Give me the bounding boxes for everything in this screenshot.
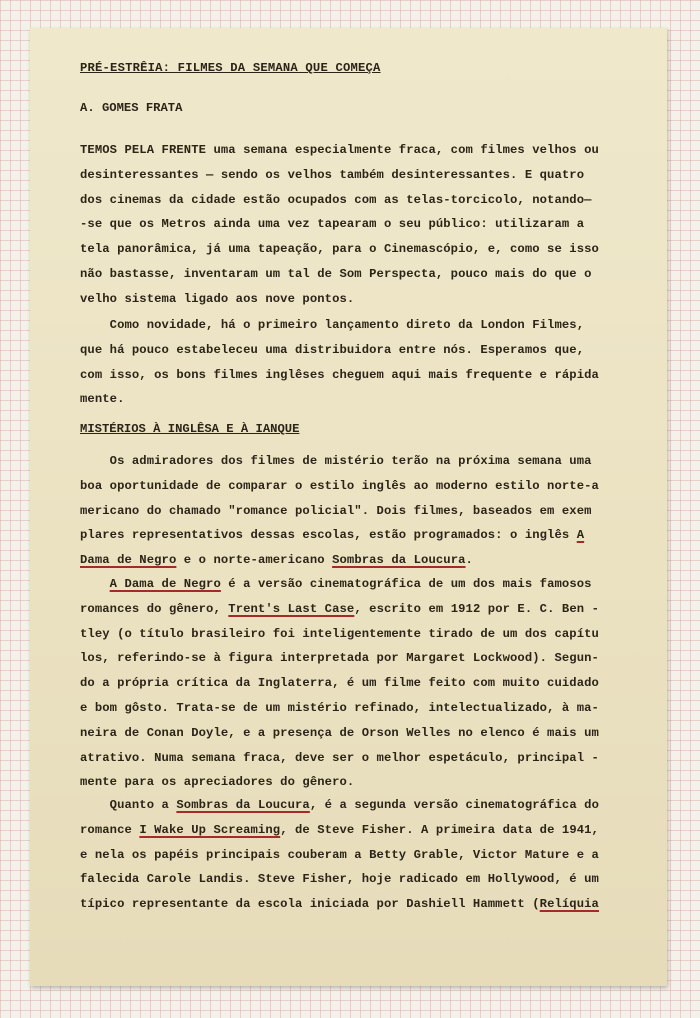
- paragraph-1: [80, 138, 625, 312]
- text-line: [80, 818, 625, 843]
- text-line: [80, 572, 625, 597]
- text-line: Como novidade, há o primeiro lançamento direto da London Filmes,: [80, 318, 585, 332]
- film-title-dama-de-negro: Dama de Negro: [80, 553, 177, 568]
- text-span: e o norte-americano: [176, 553, 333, 568]
- text-span: Quanto a: [80, 798, 177, 812]
- text-span: .: [465, 553, 473, 568]
- text-line: falecida Carole Landis. Steve Fisher, hoje radicado em Hollywood, é um: [80, 872, 599, 887]
- text-line: mericano do chamado "romance policial". Dois filmes, baseados em exem: [80, 503, 592, 518]
- book-title-reliquia: Relíquia: [539, 897, 599, 912]
- text-span: , escrito em 1912 por E. C. Ben -: [354, 601, 599, 616]
- text-span: , é a segunda versão cinematográfica do: [309, 798, 599, 812]
- text-line: tley (o título brasileiro foi inteligentemente tirado de um dos capítu: [80, 626, 599, 641]
- text-line: dos cinemas da cidade estão ocupados com as telas-torcicolo, notando—: [80, 192, 592, 207]
- book-title-i-wake-up-screaming: I Wake Up Screaming: [139, 822, 281, 837]
- book-title-trents-last-case: Trent's Last Case: [228, 601, 355, 616]
- text-span: romances do gênero,: [80, 601, 229, 616]
- text-span: romance: [80, 822, 140, 837]
- paragraph-2: [80, 313, 625, 412]
- film-title-dama-de-negro: A Dama de Negro: [109, 577, 221, 591]
- text-span: típico representante da escola iniciada por Dashiell Hammett (: [80, 897, 540, 912]
- text-line: atrativo. Numa semana fraca, deve ser o melhor espetáculo, principal -: [80, 750, 599, 765]
- page-heading: PRÉ-ESTRÊIA: FILMES DA SEMANA QUE COMEÇA: [80, 61, 381, 75]
- film-title-sombras-da-loucura: Sombras da Loucura: [332, 553, 466, 568]
- text-line: velho sistema ligado aos nove pontos.: [80, 291, 355, 306]
- text-span: [80, 577, 110, 591]
- film-title-sombras-da-loucura: Sombras da Loucura: [176, 798, 310, 812]
- text-line: boa oportunidade de comparar o estilo inglês ao moderno estilo norte-a: [80, 478, 599, 493]
- typewritten-page: [30, 28, 667, 986]
- film-title-dama-de-negro: A: [576, 528, 585, 543]
- text-span: , de Steve Fisher. A primeira data de 1941,: [280, 822, 599, 837]
- text-line: e bom gôsto. Trata-se de um mistério refinado, intelectualizado, à ma-: [80, 700, 599, 715]
- text-span: é a versão cinematográfica de um dos mais famosos: [220, 577, 592, 591]
- text-line: do a própria crítica da Inglaterra, é um filme feito com muito cuidado: [80, 676, 599, 691]
- text-span: plares representativos dessas escolas, estão programados: o inglês: [80, 528, 577, 543]
- text-line: mente para os apreciadores do gênero.: [80, 775, 355, 790]
- paragraph-4: [80, 572, 625, 795]
- text-line: [80, 597, 625, 622]
- text-line: [80, 793, 625, 818]
- text-line: mente.: [80, 392, 125, 407]
- paragraph-3: [80, 449, 625, 573]
- text-line: [80, 548, 625, 573]
- text-line: [80, 523, 625, 548]
- text-line: los, referindo-se à figura interpretada por Margaret Lockwood). Segun-: [80, 651, 599, 666]
- text-line: neira de Conan Doyle, e a presença de Orson Welles no elenco é mais um: [80, 725, 599, 740]
- section-title: MISTÉRIOS À INGLÊSA E À IANQUE: [80, 422, 300, 436]
- text-line: Os admiradores dos filmes de mistério terão na próxima semana uma: [80, 454, 592, 468]
- text-line: desinteressantes — sendo os velhos também desinteressantes. E quatro: [80, 167, 585, 182]
- text-line: que há pouco estabeleceu uma distribuidora entre nós. Esperamos que,: [80, 342, 585, 357]
- author-byline: A. GOMES FRATA: [80, 101, 183, 115]
- text-line: [80, 892, 625, 917]
- text-line: com isso, os bons filmes inglêses cheguem aqui mais frequente e rápida: [80, 367, 599, 382]
- text-line: TEMOS PELA FRENTE uma semana especialmente fraca, com filmes velhos ou: [80, 143, 599, 157]
- text-line: -se que os Metros ainda uma vez tapearam o seu público: utilizaram a: [80, 217, 585, 232]
- text-line: tela panorâmica, já uma tapeação, para o Cinemascópio, e, como se isso: [80, 242, 599, 257]
- text-line: não bastasse, inventaram um tal de Som Perspecta, pouco mais do que o: [80, 266, 592, 281]
- text-line: e nela os papéis principais couberam a Betty Grable, Victor Mature e a: [80, 847, 599, 862]
- paragraph-5: [80, 793, 625, 917]
